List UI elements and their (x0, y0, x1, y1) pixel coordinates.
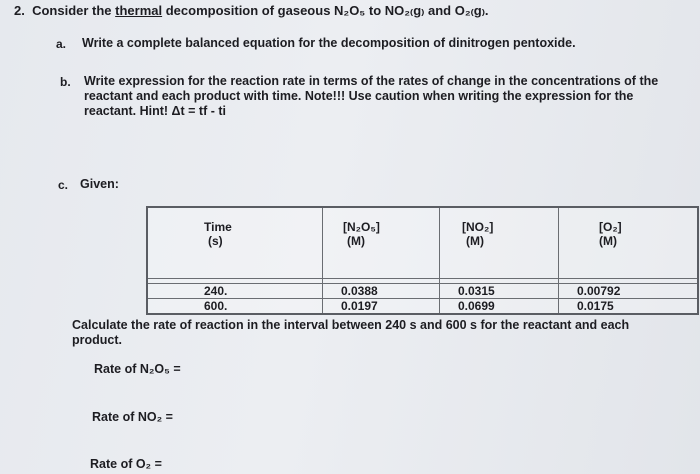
header-n2o5 (323, 207, 440, 279)
given-data-table (146, 206, 699, 315)
part-c-label: c. (58, 178, 69, 192)
table-row (147, 299, 698, 315)
question-header (14, 3, 489, 19)
question-number: 2. (14, 3, 25, 18)
part-b-line-2: reactant and each product with time. Note!!! Use caution when writing the expression for the (84, 89, 634, 103)
calculate-instruction (72, 318, 672, 348)
header-o2-unit: (M) (599, 234, 617, 248)
rate-o2-prompt: Rate of O₂ = (90, 457, 162, 471)
cell-n2o5-2: 0.0197 (323, 299, 440, 315)
cell-o2-1: 0.00792 (559, 284, 699, 299)
cell-time-2: 600. (147, 299, 323, 315)
header-time-unit: (s) (208, 234, 223, 248)
header-o2 (559, 207, 699, 279)
rate-n2o5-prompt: Rate of N₂O₅ = (94, 362, 181, 376)
header-time-label: Time (204, 220, 232, 234)
cell-time-1: 240. (147, 284, 323, 299)
question-text-post: decomposition of gaseous N₂O₅ to NO₂₍g₎ and O₂₍g₎. (162, 3, 489, 18)
cell-n2o5-1: 0.0388 (323, 284, 440, 299)
cell-o2-2: 0.0175 (559, 299, 699, 315)
table-row (147, 284, 698, 299)
header-n2o5-unit: (M) (347, 234, 365, 248)
table-header-row (147, 207, 698, 279)
calculate-line-2: product. (72, 333, 122, 347)
header-time (147, 207, 323, 279)
part-c-text: Given: (80, 177, 119, 191)
part-b-line-1: Write expression for the reaction rate in terms of the rates of change in the concentrations of the (84, 74, 659, 88)
rate-no2-prompt: Rate of NO₂ = (92, 410, 173, 424)
cell-no2-1: 0.0315 (440, 284, 559, 299)
header-no2-unit: (M) (466, 234, 484, 248)
header-no2-label: [NO₂] (462, 220, 494, 234)
cell-no2-2: 0.0699 (440, 299, 559, 315)
part-b-label: b. (60, 75, 71, 89)
header-no2 (440, 207, 559, 279)
header-o2-label: [O₂] (599, 220, 622, 234)
part-b-line-3: reactant. Hint! Δt = tf - ti (84, 104, 226, 118)
part-a-text: Write a complete balanced equation for the decomposition of dinitrogen pentoxide. (82, 36, 576, 50)
calculate-line-1: Calculate the rate of reaction in the interval between 240 s and 600 s for the reactant and each (72, 318, 630, 332)
part-a-label: a. (56, 37, 67, 51)
question-text-underlined: thermal (115, 3, 163, 18)
header-n2o5-label: [N₂O₅] (343, 220, 380, 234)
question-text-pre: Consider the (32, 3, 116, 18)
